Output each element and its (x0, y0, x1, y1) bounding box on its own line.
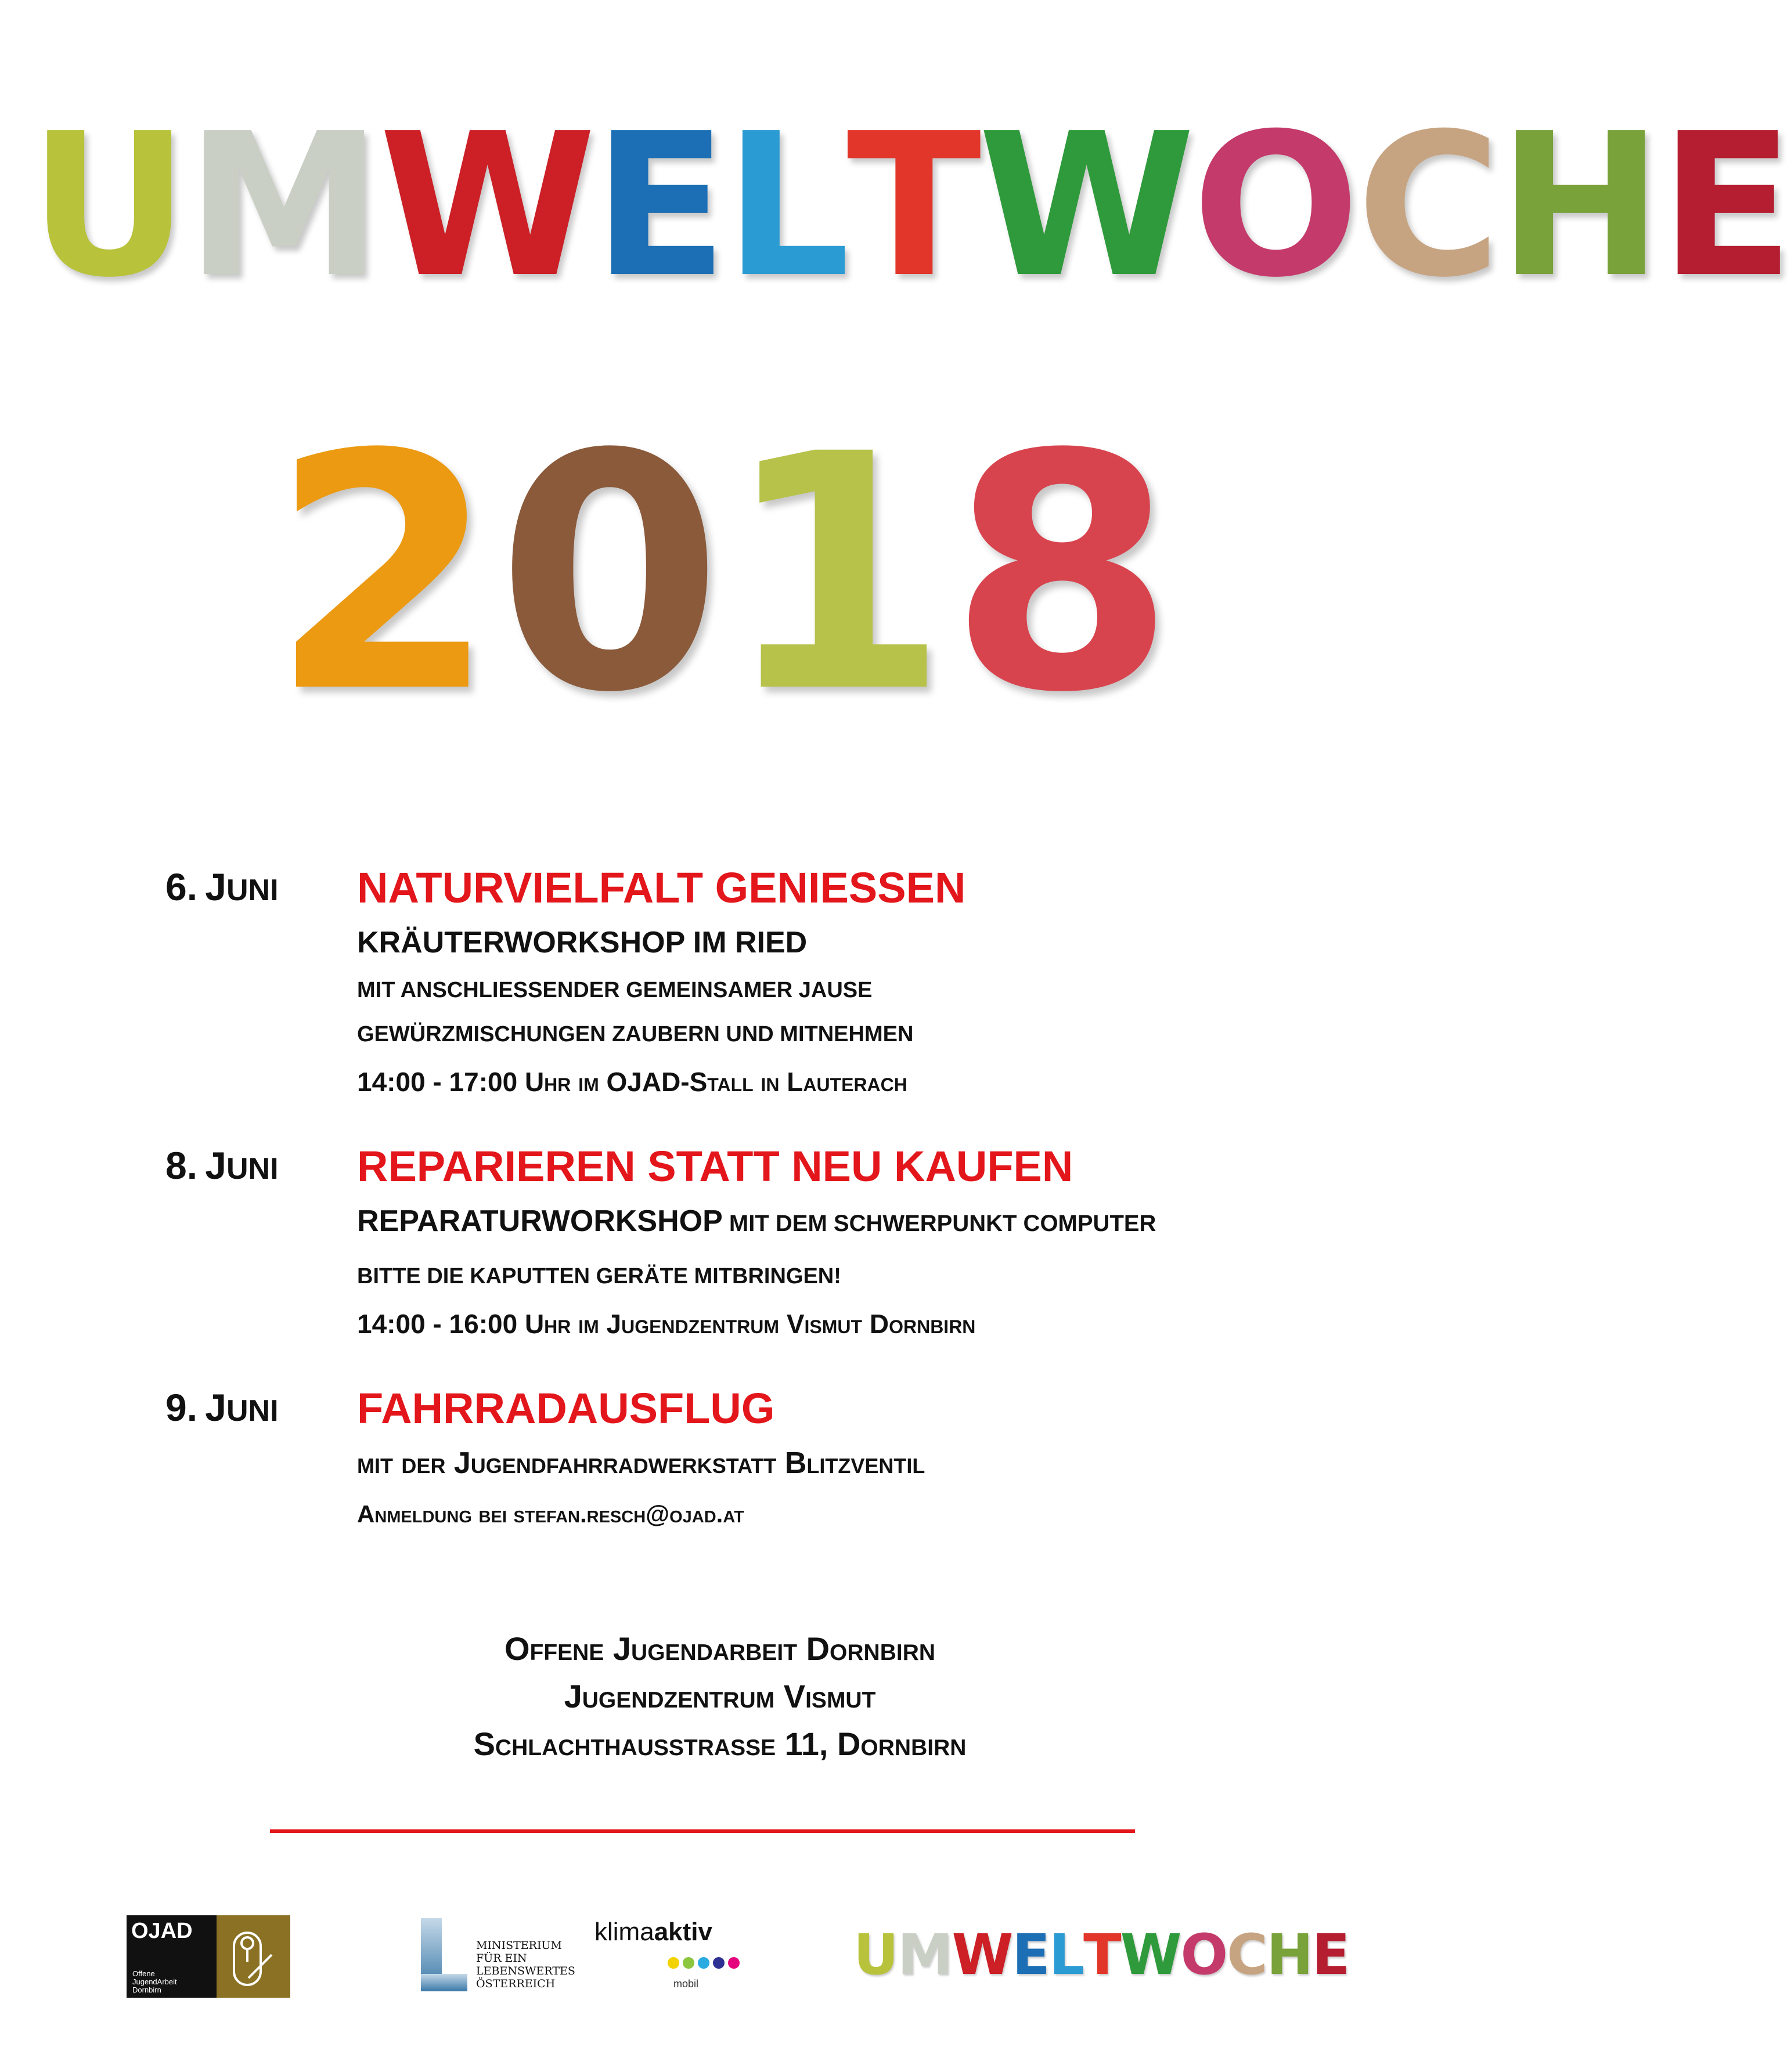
title-letter: C (1356, 91, 1498, 321)
footer-title-letter: E (1012, 1922, 1049, 1987)
title-letter: H (1497, 91, 1660, 321)
ojad-logo: OJAD Offene JugendArbeit Dornbirn (127, 1915, 290, 1998)
event-time: 14:00 - 16:00 Uhr im Jugendzentrum Vismut Dornbirn (357, 1309, 976, 1339)
event-detail: GEWÜRZMISCHUNGEN ZAUBERN UND MITNEHMEN (357, 1022, 914, 1046)
footer-title-letter: C (1227, 1922, 1267, 1987)
ministerium-logo: MINISTERIUM FÜR EIN LEBENSWERTES ÖSTERREICH (415, 1918, 583, 1994)
title-letter: L (724, 91, 847, 321)
event-registration: Anmeldung bei stefan.resch@ojad.at (357, 1500, 744, 1528)
year-digit: 0 (496, 385, 717, 764)
title-letter: W (379, 91, 593, 321)
address-line: Schlachthausstrasse 11, Dornbirn (473, 1726, 967, 1762)
footer-title-letter: H (1266, 1922, 1312, 1987)
event-time: 14:00 - 17:00 Uhr im OJAD-Stall in Lauterach (357, 1067, 907, 1097)
title-letter: U (29, 91, 186, 321)
event-detail: MIT ANSCHLIESSENDER GEMEINSAMER JAUSE (357, 978, 873, 1002)
event-subtitle: mit der Jugendfahrradwerkstatt Blitzventil (357, 1446, 925, 1480)
event-title: FAHRRADAUSFLUG (357, 1384, 775, 1432)
title-letter: E (593, 91, 725, 321)
address-block (0, 1625, 1440, 1768)
title-letter: T (846, 91, 978, 321)
footer-title-letter: W (952, 1922, 1012, 1987)
ojad-emblem-icon (217, 1915, 290, 1998)
title-year (270, 385, 1170, 764)
klimaaktiv-logo: klimaaktiv mobil (592, 1915, 766, 1997)
dot-icon (728, 1957, 740, 1969)
klimaaktiv-dots (668, 1957, 740, 1969)
dot-icon (668, 1957, 679, 1969)
footer-title-letter: M (897, 1922, 952, 1987)
event-subtitle: KRÄUTERWORKSHOP IM RIED (357, 926, 808, 959)
event-item (165, 1138, 1327, 1349)
event-title: NATURVIELFALT GENIESSEN (357, 864, 966, 912)
year-digit: 2 (270, 385, 491, 764)
event-date: 8. JUNI (165, 1144, 279, 1187)
dot-icon (698, 1957, 709, 1969)
event-title: REPARIEREN STATT NEU KAUFEN (357, 1142, 1073, 1190)
event-date: 6. JUNI (165, 865, 279, 908)
address-line: Jugendzentrum Vismut (564, 1678, 876, 1714)
event-item (165, 859, 1327, 1107)
ministerium-emblem-icon (415, 1918, 473, 1994)
footer-title-letter: T (1083, 1922, 1120, 1987)
footer-title-letter: L (1048, 1922, 1084, 1987)
event-detail: BITTE DIE KAPUTTEN GERÄTE MITBRINGEN! (357, 1264, 841, 1288)
address-line: Offene Jugendarbeit Dornbirn (504, 1630, 936, 1667)
event-date: 9. JUNI (165, 1386, 279, 1429)
dot-icon (713, 1957, 725, 1969)
title-letter: E (1659, 91, 1791, 321)
title-letter: M (186, 91, 379, 321)
year-digit: 1 (723, 385, 943, 764)
divider (270, 1829, 1135, 1833)
title-umweltwoche (29, 91, 1791, 321)
dot-icon (683, 1957, 694, 1969)
footer-umweltwoche-logo (853, 1922, 1349, 1987)
event-list (165, 859, 1327, 1540)
year-digit: 8 (949, 385, 1170, 764)
title-letter: O (1192, 91, 1357, 321)
title-letter: W (978, 91, 1192, 321)
footer-title-letter: W (1120, 1922, 1181, 1987)
event-subtitle: REPARATURWORKSHOP MIT DEM SCHWERPUNKT COMPUTER (357, 1204, 1156, 1238)
event-item (165, 1380, 1327, 1540)
footer-title-letter: E (1311, 1922, 1349, 1987)
footer-title-letter: O (1180, 1922, 1227, 1987)
footer-title-letter: U (853, 1922, 898, 1987)
